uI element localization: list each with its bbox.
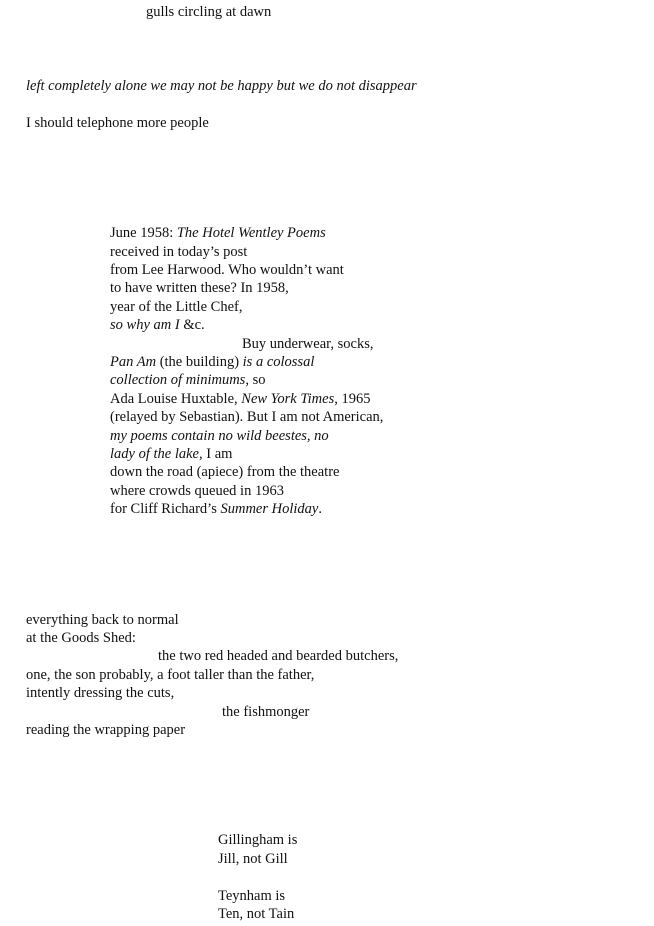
- text-italic: Pan Am: [110, 354, 157, 370]
- text: for Cliff Richard’s: [110, 501, 221, 517]
- poem3-line-3: Teynham is: [218, 888, 286, 904]
- poem1-line-14: down the road (apiece) from the theatre: [110, 464, 340, 480]
- poem2-line-7: reading the wrapping paper: [26, 722, 186, 738]
- poem1-line-2: received in today’s post: [110, 244, 248, 260]
- poem1-line-4: to have written these? In 1958,: [110, 280, 289, 296]
- text: June 1958:: [110, 225, 177, 241]
- poem2-line-5: intently dressing the cuts,: [26, 685, 175, 701]
- poem2-line-6: the fishmonger: [222, 704, 310, 720]
- poem1-line-5: year of the Little Chef,: [110, 299, 243, 315]
- line-left-alone: left completely alone we may not be happy but we do not disappear: [26, 78, 417, 94]
- text: .: [318, 501, 322, 517]
- text-italic: so why am I: [110, 317, 180, 333]
- poem1-line-1: [110, 224, 326, 242]
- poem1-line-12: my poems contain no wild beestes, no: [110, 428, 329, 444]
- poem1-line-9: [110, 371, 265, 389]
- poem2-line-4: one, the son probably, a foot taller than the father,: [26, 667, 315, 683]
- text: Ada Louise Huxtable,: [110, 391, 242, 407]
- text: , 1965: [334, 391, 371, 407]
- text: , so: [245, 372, 266, 388]
- poem1-line-6: [110, 316, 205, 334]
- poem1-line-8: [110, 353, 314, 371]
- poem3-line-4: Ten, not Tain: [218, 906, 295, 922]
- poem1-line-13: [110, 445, 232, 463]
- poem1-line-3: from Lee Harwood. Who wouldn’t want: [110, 262, 344, 278]
- text-italic: Summer Holiday: [220, 501, 319, 517]
- text-italic: lady of the lake: [110, 446, 199, 462]
- poem2-line-3: the two red headed and bearded butchers,: [158, 648, 399, 664]
- poem1-line-7: Buy underwear, socks,: [242, 336, 374, 352]
- poem1-line-16: [110, 500, 322, 518]
- text-italic: The Hotel Wentley Poems: [176, 225, 326, 241]
- text: &c.: [179, 317, 205, 333]
- line-telephone: I should telephone more people: [26, 115, 209, 131]
- poem3-line-1: Gillingham is: [218, 832, 298, 848]
- poem2-line-1: everything back to normal: [26, 612, 179, 628]
- text: , I am: [198, 446, 233, 462]
- line-gulls: gulls circling at dawn: [146, 4, 272, 20]
- text-italic: collection of minimums: [110, 372, 246, 388]
- text: (the building): [156, 354, 243, 370]
- poem1-line-11: (relayed by Sebastian). But I am not American,: [110, 409, 384, 425]
- text-italic: New York Times: [241, 391, 335, 407]
- poem2-line-2: at the Goods Shed:: [26, 630, 136, 646]
- poem3-line-2: Jill, not Gill: [218, 851, 288, 867]
- poem1-line-15: where crowds queued in 1963: [110, 483, 284, 499]
- poem1-line-10: [110, 390, 370, 408]
- text-italic: is a colossal: [242, 354, 315, 370]
